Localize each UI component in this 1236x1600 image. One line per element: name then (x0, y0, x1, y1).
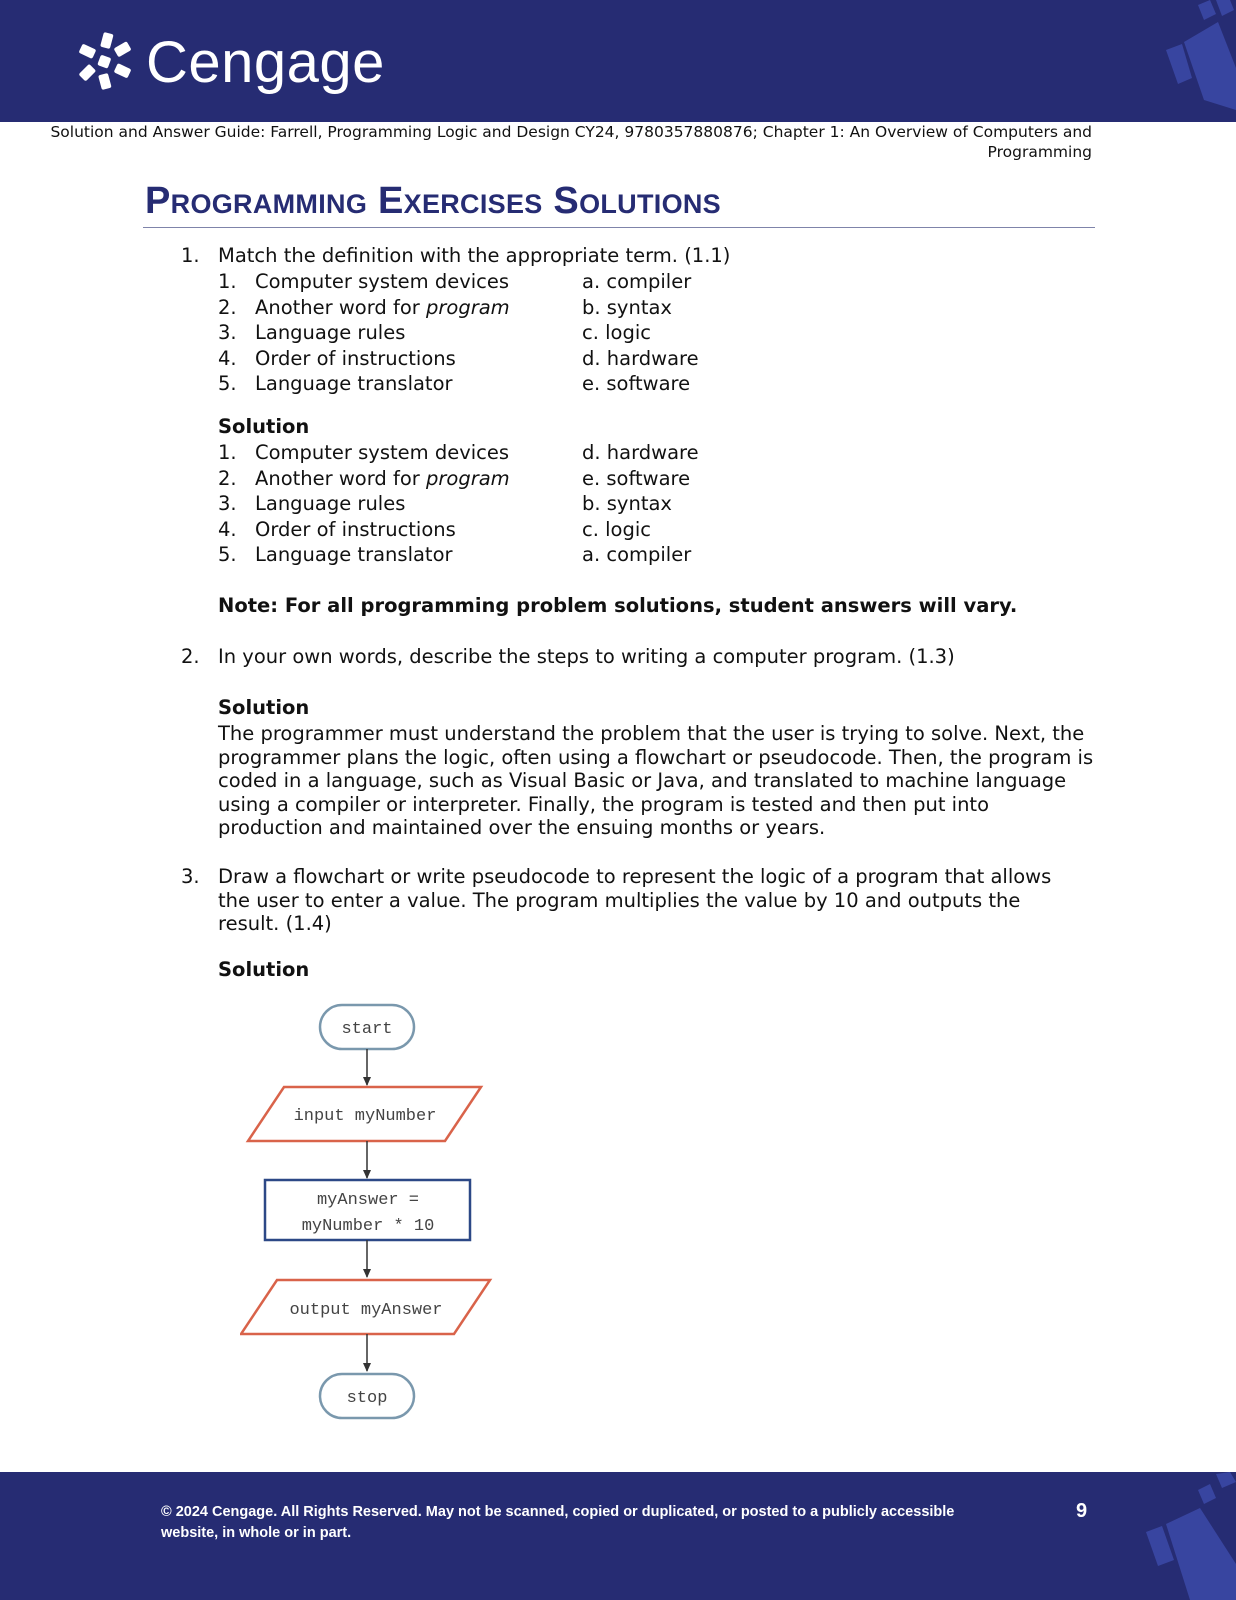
flowchart-process-line-2: myNumber * 10 (301, 1217, 435, 1236)
brand-wordmark: Cengage (146, 29, 385, 95)
running-head-line-2: Programming (987, 143, 1092, 161)
solution-item: 5. Language translator a. compiler (218, 543, 692, 566)
exercise-1-prompt: Match the definition with the appropriate term. (1.1) (218, 244, 731, 267)
flowchart-process-line-1: myAnswer = (316, 1191, 420, 1210)
page-title: Programming Exercises Solutions (145, 180, 721, 222)
solution-item: 2. Another word for program e. software (218, 466, 691, 490)
header-band (0, 0, 1236, 122)
flowchart (240, 998, 500, 1428)
match-item: 4. Order of instructions d. hardware (218, 346, 699, 370)
footer-band (0, 1472, 1236, 1600)
match-item: 2. Another word for program b. syntax (218, 295, 672, 319)
cengage-logo (74, 30, 385, 94)
running-head-line-1: Solution and Answer Guide: Farrell, Programming Logic and Design CY24, 9780357880876; Chapter 1: An Overview of Computers and (50, 123, 1092, 141)
match-item: 3. Language rules c. logic (218, 321, 651, 344)
exercise-3-solution-label: Solution (218, 958, 310, 981)
exercise-2-prompt: In your own words, describe the steps to writing a computer program. (1.3) (218, 645, 955, 668)
solution-item: 1. Computer system devices d. hardware (218, 441, 699, 464)
corner-decoration-icon (1136, 1472, 1236, 1600)
exercise-2-solution-text: The programmer must understand the problem that the user is trying to solve. Next, the programmer plans the logic, often using a flowchart or pseudocode. Then, the program is coded in a language, such as Visual Basic or Java, and translated to machine language using a compiler or interpreter. Finally, the program is tested and then put into production and maintained over the ensuing months or years. (218, 722, 1094, 839)
title-divider (143, 227, 1095, 228)
flowchart-stop-label: stop (346, 1389, 388, 1408)
page-number: 9 (1076, 1500, 1088, 1522)
copyright-notice: © 2024 Cengage. All Rights Reserved. May not be scanned, copied or duplicated, or posted to a publicly accessible website, in whole or in part. (161, 1504, 955, 1541)
exercise-1-note: Note: For all programming problem solutions, student answers will vary. (218, 594, 1018, 617)
match-item: 5. Language translator e. software (218, 372, 691, 395)
exercise-3-number: 3. (181, 865, 200, 888)
cengage-starburst-icon (74, 30, 138, 94)
exercise-2-number: 2. (181, 645, 200, 668)
flowchart-output-label: output myAnswer (289, 1301, 443, 1320)
exercise-3-prompt: Draw a flowchart or write pseudocode to represent the logic of a program that allows the user to enter a value. The program multiplies the value by 10 and outputs the result. (1.4) (218, 865, 1052, 935)
corner-decoration-icon (1126, 0, 1236, 122)
running-head (30, 122, 1092, 162)
solution-item: 4. Order of instructions c. logic (218, 517, 651, 541)
match-item: 1. Computer system devices a. compiler (218, 270, 692, 293)
exercise-2-solution-label: Solution (218, 696, 310, 719)
exercise-1-number: 1. (181, 244, 200, 267)
flowchart-start-label: start (341, 1020, 393, 1039)
exercise-1-solution-label: Solution (218, 415, 310, 438)
flowchart-input-label: input myNumber (293, 1107, 437, 1126)
solution-item: 3. Language rules b. syntax (218, 492, 672, 515)
